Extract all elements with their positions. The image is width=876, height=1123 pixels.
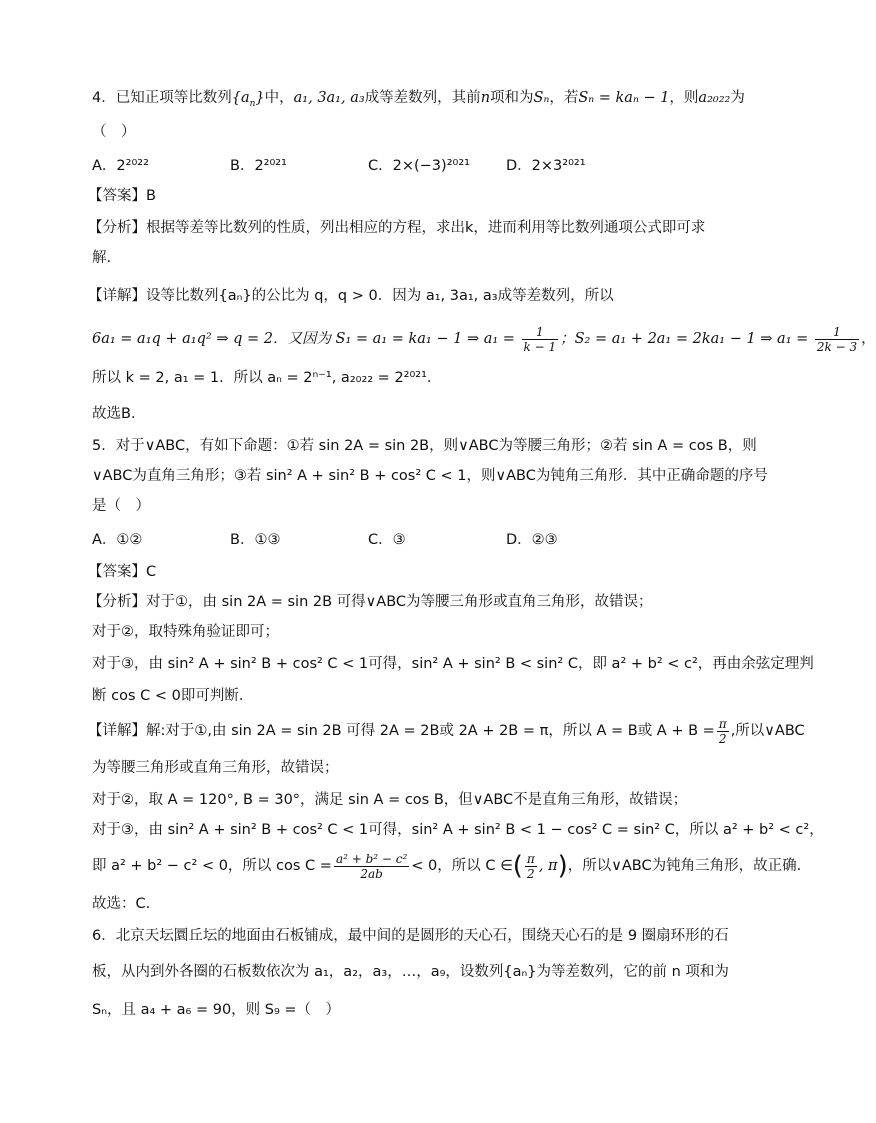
- q6-stem-1: 6．北京天坛圜丘坛的地面由石板铺成，最中间的是圆形的天心石，围绕天心石的是 9 圈扇环形的石: [92, 928, 729, 944]
- q4-stem: 4．已知正项等比数列$\{a_n\}$中，a₁, 3a₁, a₃成等差数列，其前n项和为Sₙ，若Sₙ = kaₙ − 1，则a₂₀₂₂为: [92, 90, 745, 109]
- q4-options: [92, 156, 704, 176]
- q5-stem-2: ∨ABC为直角三角形；③若 sin² A + sin² B + cos² C < 1，则∨ABC为钝角三角形．其中正确命题的序号: [92, 468, 768, 484]
- q5-stem-3: 是（ ）: [92, 498, 150, 514]
- q4-detail-3: 所以 k = 2, a₁ = 1．所以 aₙ = 2ⁿ⁻¹, a₂₀₂₂ = 2²⁰²¹．: [92, 370, 442, 386]
- q5-analysis-3: 对于③，由 sin² A + sin² B + cos² C < 1可得，sin² A + sin² B < sin² C，即 a² + b² < c²，再由余弦定理判: [92, 656, 814, 672]
- q5-analysis-4: 断 cos C < 0即可判断．: [92, 688, 254, 704]
- q4-terms: a₁, 3a₁, a₃: [293, 90, 365, 106]
- q4-analysis-2: 解.: [92, 250, 112, 266]
- q4-analysis-1: 【分析】根据等差等比数列的性质，列出相应的方程，求出k，进而利用等比数列通项公式即可求: [88, 220, 706, 236]
- q5-fraction-cos: $\frac{\text{a² + b² − c²}}{2ab}$: [335, 851, 408, 881]
- q4-paren: （ ）: [92, 124, 136, 140]
- q4-answer: 【答案】B: [88, 188, 156, 204]
- q5-option-d: D．②③: [506, 532, 558, 548]
- q5-stem-1: 5．对于∨ABC，有如下命题：①若 sin 2A = sin 2B，则∨ABC为等腰三角形；②若 sin A = cos B，则: [92, 438, 757, 454]
- q5-fraction-pi: $\frac{\pi}{2}$: [718, 716, 727, 746]
- q5-option-b: B．①③: [230, 532, 281, 548]
- q5-detail-4: 对于③，由 sin² A + sin² B + cos² C < 1可得，sin² A + sin² B < 1 − cos² C = sin² C，所以 a² + b² < c²，: [92, 822, 824, 838]
- q5-options: [92, 530, 704, 550]
- q4-conclusion: 故选B．: [92, 406, 146, 422]
- q5-option-c: C．③: [368, 532, 406, 548]
- q5-detail-3: 对于②，取 A = 120°, B = 30°，满足 sin A = cos B，但∨ABC不是直角三角形，故错误；: [92, 792, 688, 808]
- q4-option-a: A．2²⁰²²: [92, 158, 149, 174]
- q4-detail-1: 【详解】设等比数列{aₙ}的公比为 q，q > 0．因为 a₁, 3a₁, a₃成等差数列，所以: [88, 288, 614, 304]
- q5-interval-frac: $\frac{\pi}{2}$: [526, 851, 535, 881]
- q5-analysis-1: 【分析】对于①，由 sin 2A = sin 2B 可得∨ABC为等腰三角形或直角三角形，故错误；: [88, 594, 653, 610]
- q4-option-b: B．2²⁰²¹: [230, 158, 287, 174]
- q4-fraction-1: $\frac{1}{k - 1}$: [523, 324, 557, 354]
- q5-conclusion: 故选：C.: [92, 896, 151, 912]
- q5-detail-1: 【详解】解:对于①,由 sin 2A = sin 2B 可得 2A = 2B或 2A + 2B = π，所以 A = B或 A + B = $\frac{\pi}{2}$ ,所以∨ABC: [88, 716, 805, 746]
- q5-detail-5: 即 a² + b² − c² < 0，所以 cos C = $\frac{\text{a² + b² − c²}}{2ab}$ < 0，所以 C ∈( $\frac{\pi}{2}$ , π)，所以∨ABC为钝角三角形，故正确.: [92, 851, 802, 881]
- q4-fraction-2: $\frac{1}{2k - 3}$: [816, 324, 858, 354]
- q5-answer: 【答案】C: [88, 564, 157, 580]
- q4-seq: $\{a_n\}$: [231, 90, 265, 109]
- q4-detail-2: 6a₁ = a₁q + a₁q² ⇒ q = 2．又因为 S₁ = a₁ = ka₁ − 1 ⇒ a₁ = $\frac{1}{k - 1}$ ；S₂ = a₁ + 2a₁ = 2ka₁ − 1 ⇒ a₁ = $\frac{1}{2k - 3}$ ，: [92, 324, 876, 354]
- q6-stem-2: 板，从内到外各圈的石板数依次为 a₁，a₂，a₃，…，a₉，设数列{aₙ}为等差数列，它的前 n 项和为: [92, 964, 729, 980]
- q5-detail-2: 为等腰三角形或直角三角形，故错误；: [92, 760, 339, 776]
- q5-option-a: A．①②: [92, 532, 143, 548]
- q4-stem-text: 4．已知正项等比数列: [92, 90, 232, 106]
- q5-analysis-2: 对于②，取特殊角验证即可；: [92, 624, 279, 640]
- q4-option-c: C．2×(−3)²⁰²¹: [368, 158, 470, 174]
- q4-option-d: D．2×3²⁰²¹: [506, 158, 586, 174]
- q6-stem-3: Sₙ，且 a₄ + a₆ = 90，则 S₉ =（ ）: [92, 1002, 341, 1018]
- q4-condition: Sₙ = kaₙ − 1: [578, 90, 670, 106]
